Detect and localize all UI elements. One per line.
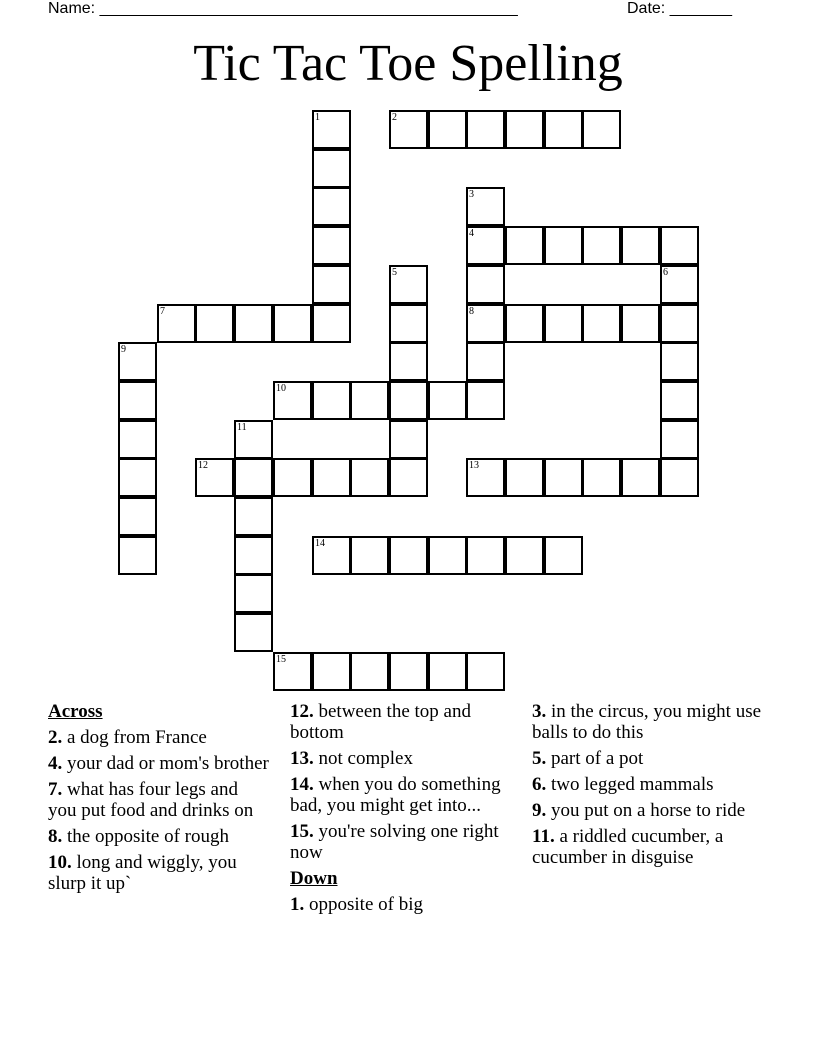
crossword-cell[interactable]: [582, 110, 621, 149]
crossword-cell[interactable]: [466, 265, 505, 304]
clue-text: part of a pot: [551, 748, 644, 769]
crossword-cell[interactable]: [505, 458, 544, 497]
crossword-cell[interactable]: [466, 110, 505, 149]
clue-number: 11.: [532, 826, 555, 847]
clue-text: opposite of big: [309, 894, 423, 915]
crossword-cell[interactable]: [389, 110, 428, 149]
date-line[interactable]: Date: _______: [627, 0, 732, 17]
clue-column-1: [48, 701, 270, 899]
cell-number: 8: [469, 306, 474, 317]
crossword-cell[interactable]: [234, 613, 273, 652]
crossword-cell[interactable]: [544, 536, 583, 575]
crossword-cell[interactable]: [312, 536, 351, 575]
cell-number: 12: [198, 460, 208, 471]
clue-text: long and wiggly, you slurp it up`: [48, 852, 237, 894]
clue-text: between the top and bottom: [290, 701, 471, 743]
crossword-cell[interactable]: [428, 110, 467, 149]
across-clue: [48, 852, 270, 894]
crossword-cell[interactable]: [660, 420, 699, 459]
crossword-cell[interactable]: [118, 381, 157, 420]
clue-text: when you do something bad, you might get into...: [290, 774, 501, 816]
down-clue: [532, 774, 764, 795]
crossword-cell[interactable]: [544, 226, 583, 265]
cell-number: 6: [663, 267, 668, 278]
crossword-cell[interactable]: [389, 458, 428, 497]
crossword-cell[interactable]: [660, 226, 699, 265]
clue-text: a dog from France: [67, 727, 207, 748]
crossword-cell[interactable]: [312, 652, 351, 691]
crossword-cell[interactable]: [118, 458, 157, 497]
crossword-cell[interactable]: [389, 304, 428, 343]
cell-number: 11: [237, 422, 247, 433]
crossword-cell[interactable]: [234, 497, 273, 536]
down-clue: [532, 826, 764, 868]
across-clue: [290, 748, 522, 769]
crossword-cell[interactable]: [466, 304, 505, 343]
crossword-cell[interactable]: [428, 652, 467, 691]
clue-text: you're solving one right now: [290, 821, 499, 863]
clue-text: not complex: [318, 748, 413, 769]
crossword-cell[interactable]: [350, 458, 389, 497]
crossword-cell[interactable]: [660, 304, 699, 343]
clue-number: 13.: [290, 748, 314, 769]
crossword-cell[interactable]: [544, 458, 583, 497]
cell-number: 4: [469, 228, 474, 239]
crossword-cell[interactable]: [466, 381, 505, 420]
crossword-cell[interactable]: [389, 265, 428, 304]
down-clue: [532, 800, 764, 821]
cell-number: 1: [315, 112, 320, 123]
name-line[interactable]: Name: _______________________________________________: [48, 0, 518, 17]
cell-number: 2: [392, 112, 397, 123]
crossword-cell[interactable]: [350, 381, 389, 420]
page-title: Tic Tac Toe Spelling: [193, 35, 623, 92]
crossword-cell[interactable]: [234, 574, 273, 613]
crossword-cell[interactable]: [544, 110, 583, 149]
crossword-cell[interactable]: [389, 536, 428, 575]
crossword-cell[interactable]: [195, 304, 234, 343]
crossword-cell[interactable]: [389, 652, 428, 691]
crossword-cell[interactable]: [505, 226, 544, 265]
crossword-cell[interactable]: [660, 265, 699, 304]
down-clue: [532, 701, 764, 743]
cell-number: 14: [315, 538, 325, 549]
clue-number: 5.: [532, 748, 547, 769]
clue-number: 2.: [48, 727, 63, 748]
crossword-cell[interactable]: [505, 536, 544, 575]
across-clue: [290, 774, 522, 816]
crossword-cell[interactable]: [312, 304, 351, 343]
crossword-cell[interactable]: [234, 420, 273, 459]
crossword-cell[interactable]: [582, 458, 621, 497]
crossword-cell[interactable]: [273, 304, 312, 343]
crossword-cell[interactable]: [312, 458, 351, 497]
across-clue: [48, 779, 270, 821]
crossword-cell[interactable]: [660, 342, 699, 381]
crossword-cell[interactable]: [582, 304, 621, 343]
clue-number: 3.: [532, 701, 547, 722]
crossword-cell[interactable]: [466, 536, 505, 575]
cell-number: 7: [160, 306, 165, 317]
clue-text: in the circus, you might use balls to do this: [532, 701, 762, 743]
crossword-cell[interactable]: [312, 187, 351, 226]
cell-number: 9: [121, 344, 126, 355]
clue-number: 7.: [48, 779, 63, 800]
crossword-cell[interactable]: [389, 381, 428, 420]
clue-number: 14.: [290, 774, 314, 795]
crossword-cell[interactable]: [157, 304, 196, 343]
clue-text: your dad or mom's brother: [67, 753, 269, 774]
crossword-cell[interactable]: [466, 458, 505, 497]
crossword-cell[interactable]: [312, 381, 351, 420]
crossword-cell[interactable]: [312, 226, 351, 265]
crossword-cell[interactable]: [350, 536, 389, 575]
across-clue: [290, 701, 522, 743]
crossword-cell[interactable]: [389, 420, 428, 459]
crossword-cell[interactable]: [273, 652, 312, 691]
clue-text: you put on a horse to ride: [551, 800, 746, 821]
crossword-cell[interactable]: [544, 304, 583, 343]
crossword-cell[interactable]: [118, 342, 157, 381]
crossword-cell[interactable]: [118, 536, 157, 575]
clue-number: 1.: [290, 894, 305, 915]
crossword-cell[interactable]: [195, 458, 234, 497]
clue-number: 15.: [290, 821, 314, 842]
down-heading: Down: [290, 868, 338, 889]
crossword-cell[interactable]: [466, 226, 505, 265]
crossword-cell[interactable]: [505, 110, 544, 149]
crossword-cell[interactable]: [505, 304, 544, 343]
clue-text: a riddled cucumber, a cucumber in disguise: [532, 826, 724, 868]
clue-number: 6.: [532, 774, 547, 795]
across-clue: [290, 821, 522, 863]
across-heading: Across: [48, 701, 103, 722]
crossword-cell[interactable]: [621, 226, 660, 265]
cell-number: 13: [469, 460, 479, 471]
clue-number: 8.: [48, 826, 63, 847]
cell-number: 5: [392, 267, 397, 278]
crossword-cell[interactable]: [466, 342, 505, 381]
crossword-cell[interactable]: [234, 458, 273, 497]
crossword-cell[interactable]: [273, 458, 312, 497]
across-clue: [48, 753, 270, 774]
crossword-cell[interactable]: [118, 497, 157, 536]
crossword-cell[interactable]: [466, 187, 505, 226]
crossword-cell[interactable]: [118, 420, 157, 459]
crossword-cell[interactable]: [428, 536, 467, 575]
crossword-cell[interactable]: [234, 536, 273, 575]
crossword-cell[interactable]: [621, 304, 660, 343]
crossword-cell[interactable]: [660, 458, 699, 497]
crossword-cell[interactable]: [660, 381, 699, 420]
clue-text: two legged mammals: [551, 774, 714, 795]
down-clue: [532, 748, 764, 769]
crossword-cell[interactable]: [389, 342, 428, 381]
cell-number: 15: [276, 654, 286, 665]
clue-text: what has four legs and you put food and drinks on: [48, 779, 254, 821]
cell-number: 3: [469, 189, 474, 200]
crossword-cell[interactable]: [312, 149, 351, 188]
across-clue: [48, 727, 270, 748]
crossword-cell[interactable]: [312, 110, 351, 149]
clue-column-2: [290, 701, 522, 920]
cell-number: 10: [276, 383, 286, 394]
crossword-cell[interactable]: [273, 381, 312, 420]
crossword-cell[interactable]: [234, 304, 273, 343]
crossword-cell[interactable]: [582, 226, 621, 265]
down-clue: [290, 894, 522, 915]
crossword-cell[interactable]: [428, 381, 467, 420]
crossword-cell[interactable]: [621, 458, 660, 497]
clue-column-3: [532, 701, 764, 873]
clue-number: 9.: [532, 800, 547, 821]
clue-number: 12.: [290, 701, 314, 722]
crossword-cell[interactable]: [350, 652, 389, 691]
clue-text: the opposite of rough: [67, 826, 230, 847]
clue-number: 4.: [48, 753, 63, 774]
clue-number: 10.: [48, 852, 72, 873]
crossword-cell[interactable]: [312, 265, 351, 304]
across-clue: [48, 826, 270, 847]
crossword-cell[interactable]: [466, 652, 505, 691]
